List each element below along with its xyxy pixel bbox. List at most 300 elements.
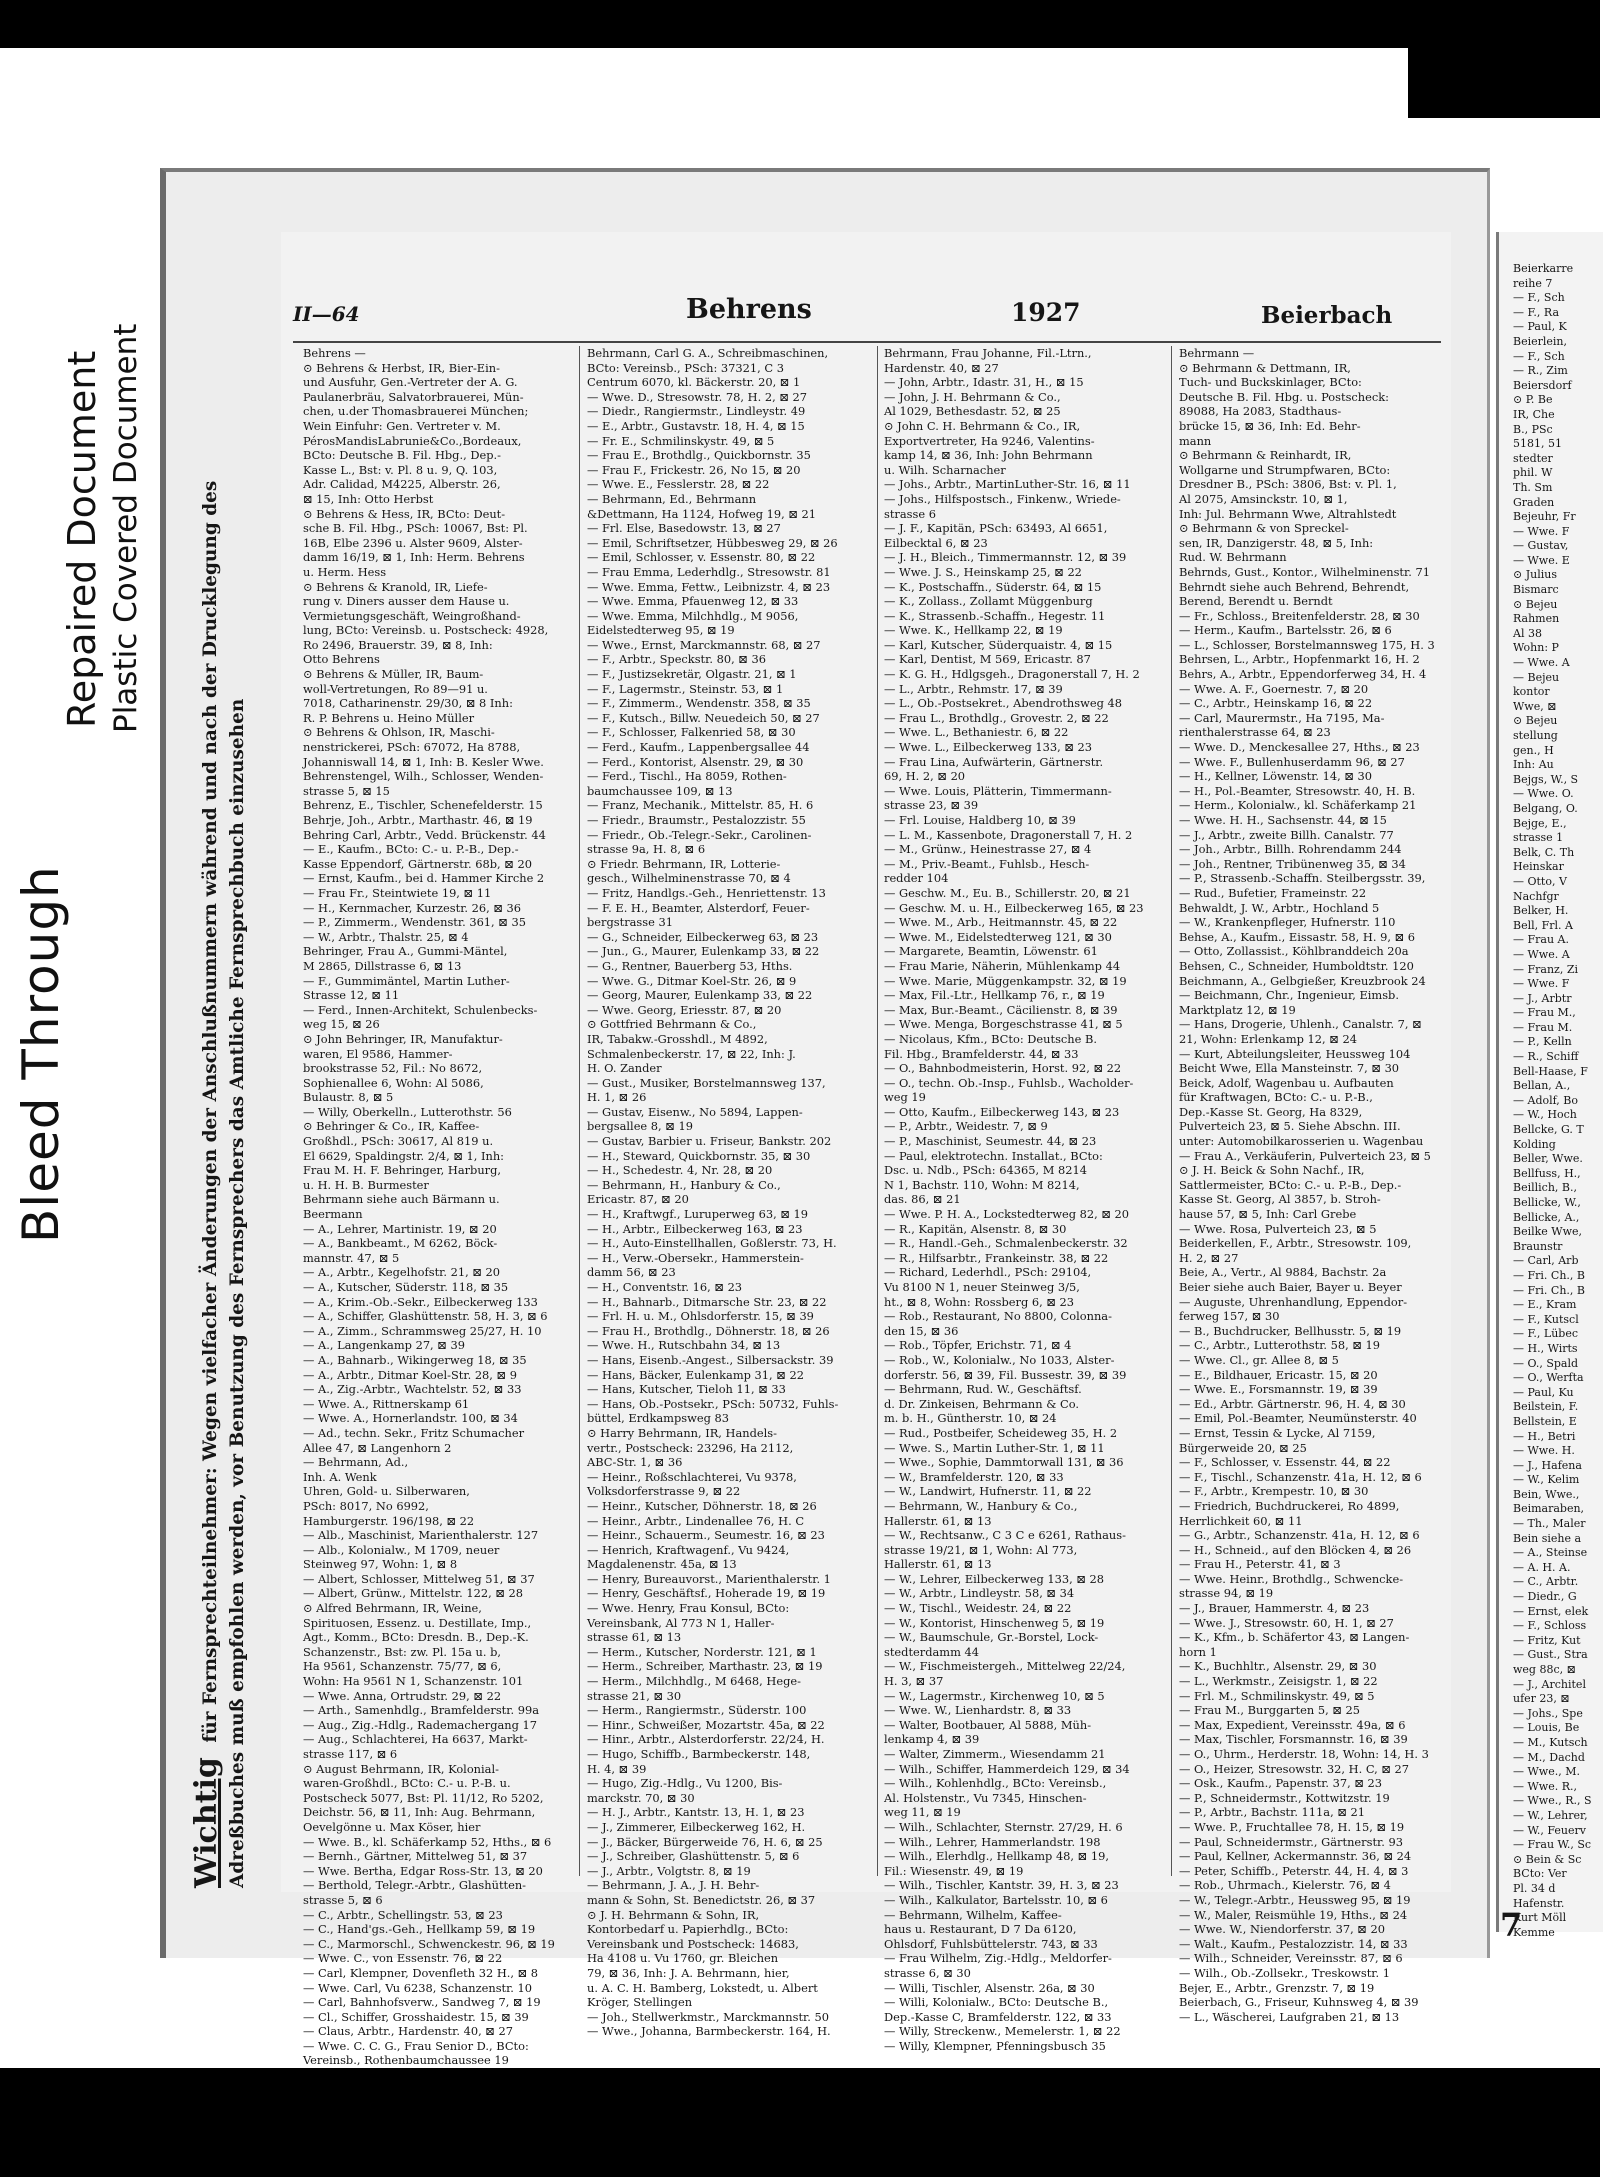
directory-entry-line: — Albert, Grünw., Mittelstr. 122, ⊠ 28 bbox=[303, 1586, 523, 1601]
directory-entry-line: — Albert, Schlosser, Mittelweg 51, ⊠ 37 bbox=[303, 1571, 535, 1586]
directory-entry-line: — J., Zimmerer, Eilbeckerweg 162, H. bbox=[587, 1819, 806, 1834]
directory-entry-line: Volksdorferstrasse 9, ⊠ 22 bbox=[587, 1484, 741, 1499]
directory-entry-line: — Behrmann, H., Hanbury & Co., bbox=[587, 1177, 781, 1192]
directory-entry-line: — Frau H., Brothdlg., Döhnerstr. 18, ⊠ 26 bbox=[587, 1323, 830, 1338]
directory-entry-line: — Fr., Schloss., Breitenfelderstr. 28, ⊠ 30 bbox=[1179, 608, 1420, 623]
directory-entry-line: brücke 15, ⊠ 36, Inh: Ed. Behr- bbox=[1179, 418, 1361, 433]
directory-entry-line: — A., Zimm., Schrammsweg 25/27, H. 10 bbox=[303, 1323, 542, 1338]
directory-entry-line: — Frau Wilhelm, Zig.-Hdlg., Meldorfer- bbox=[884, 1951, 1112, 1966]
directory-entry-line: PSch: 8017, No 6992, bbox=[303, 1498, 429, 1513]
directory-entry-line: ferweg 157, ⊠ 30 bbox=[1179, 1309, 1280, 1324]
directory-entry-line: — Wwe. K., Hellkamp 22, ⊠ 19 bbox=[884, 623, 1063, 638]
directory-entry-line: — J., Arbtr., Volgtstr. 8, ⊠ 19 bbox=[587, 1863, 751, 1878]
directory-entry-line: — Heinr., Kutscher, Döhnerstr. 18, ⊠ 26 bbox=[587, 1498, 817, 1513]
directory-entry-line: Bein siehe a bbox=[1513, 1531, 1582, 1545]
directory-entry-line: gen., H bbox=[1513, 743, 1554, 757]
directory-entry-line: — M., Priv.-Beamt., Fuhlsb., Hesch- bbox=[884, 856, 1090, 871]
directory-entry-line: — Wwe. Anna, Ortrudstr. 29, ⊠ 22 bbox=[303, 1688, 502, 1703]
directory-entry-line: — Karl, Dentist, M 569, Ericastr. 87 bbox=[884, 652, 1091, 667]
directory-entry-line: strasse 9a, H. 8, ⊠ 6 bbox=[587, 842, 706, 857]
directory-entry-line: — Gustav, bbox=[1513, 539, 1569, 553]
directory-entry-line: Wwe, ⊠ bbox=[1513, 699, 1557, 713]
directory-entry-line: — Herm., Schreiber, Marthastr. 23, ⊠ 19 bbox=[587, 1659, 823, 1674]
directory-entry-line: vertr., Postscheck: 23296, Ha 2112, bbox=[587, 1440, 794, 1455]
directory-entry-line: Bejer, E., Arbtr., Grenzstr. 7, ⊠ 19 bbox=[1179, 1980, 1375, 1995]
directory-entry-line: Vereinsbank und Postscheck: 14683, bbox=[587, 1936, 799, 1951]
directory-entry-line: d. Dr. Zinkeisen, Behrmann & Co. bbox=[884, 1396, 1079, 1411]
directory-entry-line: — L., Werkmstr., Zeisigstr. 1, ⊠ 22 bbox=[1179, 1674, 1378, 1689]
directory-entry-line: — Wwe. F., Bullenhuserdamm 96, ⊠ 27 bbox=[1179, 754, 1405, 769]
directory-entry-line: — Paul, Kellner, Ackermannstr. 36, ⊠ 24 bbox=[1179, 1849, 1412, 1864]
directory-entry-line: N 1, Bachstr. 110, Wohn: M 8214, bbox=[884, 1177, 1080, 1192]
directory-entry-line: Rahmen bbox=[1513, 612, 1560, 626]
directory-entry-line: — Wwe. Emma, Pfauenweg 12, ⊠ 33 bbox=[587, 594, 799, 609]
directory-entry-line: — Osk., Kaufm., Papenstr. 37, ⊠ 23 bbox=[1179, 1776, 1383, 1791]
directory-entry-line: — H., Pol.-Beamter, Stresowstr. 40, H. B. bbox=[1179, 783, 1416, 798]
directory-entry-line: — J. F., Kapitän, PSch: 63493, Al 6651, bbox=[884, 521, 1108, 536]
directory-entry-line: — P., Kelln bbox=[1513, 1035, 1572, 1049]
directory-entry-line: — Wwe. Emma, Milchhdlg., M 9056, bbox=[587, 608, 799, 623]
directory-entry-line: chen, u.der Thomasbrauerei München; bbox=[303, 404, 529, 419]
directory-entry-line: — Joh., Stellwerkmstr., Marckmannstr. 50 bbox=[587, 2009, 829, 2024]
directory-column-1 bbox=[303, 346, 575, 2068]
directory-entry-line: Dsc. u. Ndb., PSch: 64365, M 8214 bbox=[884, 1163, 1087, 1178]
directory-entry-line: — G., Arbtr., Schanzenstr. 41a, H. 12, ⊠ 6 bbox=[1179, 1528, 1420, 1543]
directory-entry-line: gesch., Wilhelminenstrasse 70, ⊠ 4 bbox=[587, 871, 791, 886]
directory-entry-line: Behrenz, E., Tischler, Schenefelderstr. 15 bbox=[303, 798, 543, 813]
directory-entry-line: — Joh., Rentner, Tribünenweg 35, ⊠ 34 bbox=[1179, 856, 1406, 871]
directory-entry-line: strasse 94, ⊠ 19 bbox=[1179, 1586, 1274, 1601]
directory-entry-line: — A., Schiffer, Glashüttenstr. 58, H. 3, ⊠ 6 bbox=[303, 1309, 548, 1324]
directory-entry-line: — H., Verw.-Obersekr., Hammerstein- bbox=[587, 1250, 804, 1265]
directory-entry-line: Beier siehe auch Baier, Bayer u. Beyer bbox=[1179, 1280, 1402, 1294]
directory-entry-line: — Frl. H. u. M., Ohlsdorferstr. 15, ⊠ 39 bbox=[587, 1309, 814, 1324]
directory-entry-line: haus u. Restaurant, D 7 Da 6120, bbox=[884, 1922, 1077, 1937]
directory-entry-line: Allee 47, ⊠ Langenhorn 2 bbox=[303, 1440, 452, 1455]
directory-entry-line: — F., Schlosser, Falkenried 58, ⊠ 30 bbox=[587, 725, 796, 740]
directory-entry-line: — E., Kaufm., BCto: C.- u. P.-B., Dep.- bbox=[303, 842, 519, 857]
directory-entry-line: Behrmann siehe auch Bärmann u. bbox=[303, 1192, 500, 1207]
directory-entry-line: — Willi, Kolonialw., BCto: Deutsche B., bbox=[884, 1995, 1109, 2010]
directory-entry-line: — R., Zim bbox=[1513, 364, 1568, 378]
directory-entry-line: Th. Sm bbox=[1513, 480, 1553, 494]
directory-entry-line: ⊙ Bejeu bbox=[1513, 714, 1558, 728]
directory-entry-line: lenkamp 4, ⊠ 39 bbox=[884, 1732, 980, 1747]
directory-entry-line: — J., Arbtr bbox=[1513, 991, 1572, 1005]
directory-entry-line: — Wwe. Marie, Müggenkampstr. 32, ⊠ 19 bbox=[884, 973, 1127, 988]
directory-entry-line: — Wwe. Georg, Eriesstr. 87, ⊠ 20 bbox=[587, 1002, 782, 1017]
directory-entry-line: — F., Lübec bbox=[1513, 1327, 1579, 1341]
directory-entry-line: — Adolf, Bo bbox=[1513, 1093, 1579, 1107]
directory-entry-line: kamp 14, ⊠ 36, Inh: John Behrmann bbox=[884, 448, 1093, 463]
directory-entry-line: Ha 9561, Schanzenstr. 75/77, ⊠ 6, bbox=[303, 1659, 502, 1674]
directory-entry-line: — P., Schneidermstr., Kottwitzstr. 19 bbox=[1179, 1790, 1390, 1805]
directory-entry-line: — Geschw. M. u. H., Eilbeckerweg 165, ⊠ 23 bbox=[884, 900, 1144, 915]
directory-entry-line: — Wwe. G., Ditmar Koel-Str. 26, ⊠ 9 bbox=[587, 973, 797, 988]
directory-entry-line: Hardenstr. 40, ⊠ 27 bbox=[884, 360, 999, 375]
directory-entry-line: — C., Marmorschl., Schwenckestr. 96, ⊠ 19 bbox=[303, 1936, 555, 1951]
directory-entry-line: — Frl. M., Schmilinskystr. 49, ⊠ 5 bbox=[1179, 1688, 1375, 1703]
directory-entry-line: Ohlsdorf, Fuhlsbüttelerstr. 743, ⊠ 33 bbox=[884, 1936, 1098, 1951]
directory-entry-line: Oevelgönne u. Max Köser, hier bbox=[303, 1819, 481, 1834]
directory-entry-line: — Frau L., Brothdlg., Grovestr. 2, ⊠ 22 bbox=[884, 710, 1109, 725]
directory-entry-line: — Diedr., G bbox=[1513, 1590, 1577, 1604]
directory-entry-line: — Wilh., Kalkulator, Bartelsstr. 10, ⊠ 6 bbox=[884, 1892, 1108, 1907]
directory-entry-line: m. b. H., Güntherstr. 10, ⊠ 24 bbox=[884, 1411, 1057, 1426]
directory-entry-line: — Wwe. H., Rutschbahn 34, ⊠ 13 bbox=[587, 1338, 781, 1353]
directory-entry-line: Bellcke, G. T bbox=[1513, 1123, 1584, 1137]
directory-entry-line: damm 16/19, ⊠ 1, Inh: Herm. Behrens bbox=[303, 550, 525, 565]
directory-entry-line: Al 38 bbox=[1513, 626, 1542, 640]
directory-entry-line: — Wwe. M., Arb., Heitmannstr. 45, ⊠ 22 bbox=[884, 915, 1118, 930]
directory-entry-line: Bejgs, W., S bbox=[1513, 772, 1579, 786]
directory-entry-line: Deutsche B. Fil. Hbg. u. Postscheck: bbox=[1179, 389, 1389, 404]
directory-entry-line: — Willy, Streckenw., Memelerstr. 1, ⊠ 22 bbox=[884, 2024, 1121, 2039]
directory-entry-line: baumchaussee 109, ⊠ 13 bbox=[587, 783, 733, 798]
directory-entry-line: — Th., Maler bbox=[1513, 1517, 1586, 1531]
directory-entry-line: — Wwe., Johanna, Barmbeckerstr. 164, H. bbox=[587, 2024, 831, 2039]
directory-entry-line: — Auguste, Uhrenhandlung, Eppendor- bbox=[1179, 1294, 1408, 1309]
directory-entry-line: Bellan, A., bbox=[1513, 1079, 1571, 1093]
directory-entry-line: — Carl, Arb bbox=[1513, 1254, 1579, 1268]
directory-entry-line: — Ernst, Tessin & Lyckе, Al 7159, bbox=[1179, 1425, 1376, 1440]
directory-entry-line: — Emil, Schlosser, v. Essenstr. 80, ⊠ 22 bbox=[587, 550, 816, 565]
directory-entry-line: — J., Brauer, Hammerstr. 4, ⊠ 23 bbox=[1179, 1601, 1370, 1616]
directory-entry-line: — G., Rentner, Bauerberg 53, Hths. bbox=[587, 958, 793, 973]
directory-entry-line: — Ernst, Kaufm., bei d. Hammer Kirche 2 bbox=[303, 871, 545, 886]
directory-entry-line: Bellstein, E bbox=[1513, 1414, 1577, 1428]
directory-entry-line: Behrje, Joh., Arbtr., Marthastr. 46, ⊠ 19 bbox=[303, 813, 533, 827]
directory-entry-line: — Ad., techn. Sekr., Fritz Schumacher bbox=[303, 1425, 525, 1440]
directory-entry-line: — O., techn. Ob.-Insp., Fuhlsb., Wacholder- bbox=[884, 1075, 1134, 1090]
directory-entry-line: — Behrmann, Ad., bbox=[303, 1455, 409, 1470]
directory-entry-line: — Paul, Schneidermstr., Gärtnerstr. 93 bbox=[1179, 1834, 1403, 1849]
directory-entry-line: — P., Maschinist, Seumestr. 44, ⊠ 23 bbox=[884, 1134, 1097, 1149]
directory-entry-line: — Wwe. L., Eilbeckerweg 133, ⊠ 23 bbox=[884, 740, 1093, 755]
directory-entry-line: ⊙ P. Be bbox=[1513, 393, 1553, 407]
directory-entry-line: — Wwe. Henry, Frau Konsul, BCto: bbox=[587, 1601, 790, 1616]
directory-entry-line: Pl. 34 d bbox=[1513, 1881, 1556, 1895]
directory-entry-line: — Fritz, Kut bbox=[1513, 1633, 1581, 1647]
directory-entry-line: Bellicke, W., bbox=[1513, 1196, 1581, 1209]
header-page-ref: II—64 bbox=[293, 302, 360, 326]
directory-entry-line: Dep.-Kasse St. Georg, Ha 8329, bbox=[1179, 1104, 1363, 1119]
directory-entry-line: — Geschw. M., Eu. B., Schillerstr. 20, ⊠ 21 bbox=[884, 885, 1131, 900]
directory-entry-line: — Franz, Mechanik., Mittelstr. 85, H. 6 bbox=[587, 798, 814, 813]
directory-entry-line: Behringer, Frau A., Gummi-Mäntel, bbox=[303, 944, 508, 959]
directory-entry-line: Belgang, O. bbox=[1513, 801, 1578, 815]
directory-entry-line: — Otto, Zollassist., Köhlbranddeich 20a bbox=[1179, 944, 1409, 959]
header-surname: Behrens bbox=[686, 294, 812, 325]
directory-entry-line: — Emil, Schriftsetzer, Hübbesweg 29, ⊠ 26 bbox=[587, 535, 838, 550]
directory-entry-line: — K., Strassenb.-Schaffn., Hegestr. 11 bbox=[884, 608, 1106, 623]
directory-entry-line: — W., Kontorist, Hinschenweg 5, ⊠ 19 bbox=[884, 1615, 1105, 1630]
directory-entry-line: Vereinsb., Rothenbaumchaussee 19 bbox=[303, 2053, 509, 2068]
directory-entry-line: Rud. W. Behrmann bbox=[1179, 550, 1287, 565]
directory-entry-line: — Wwe., R., S bbox=[1513, 1794, 1592, 1808]
directory-entry-line: Fil.: Wiesenstr. 49, ⊠ 19 bbox=[884, 1863, 1024, 1878]
label-plastic-covered: Plastic Covered Document bbox=[108, 323, 144, 733]
directory-entry-line: — Friedr., Ob.-Telegr.-Sekr., Carolinen- bbox=[587, 827, 812, 842]
directory-entry-line: — A. H. A. bbox=[1513, 1560, 1571, 1574]
directory-entry-line: — Jun., G., Maurer, Eulenkamp 33, ⊠ 22 bbox=[587, 944, 820, 959]
directory-entry-line: Nachfgr bbox=[1513, 889, 1559, 903]
directory-entry-line: — A., Steinse bbox=[1513, 1546, 1588, 1560]
directory-entry-line: Beick, Adolf, Wagenbau u. Aufbauten bbox=[1179, 1075, 1394, 1090]
directory-entry-line: Ericastr. 87, ⊠ 20 bbox=[587, 1192, 689, 1207]
directory-entry-line: 21, Wohn: Erlenkamp 12, ⊠ 24 bbox=[1179, 1031, 1357, 1046]
directory-entry-line: — Otto, V bbox=[1513, 874, 1567, 888]
directory-entry-line: — H., Schedestr. 4, Nr. 28, ⊠ 20 bbox=[587, 1163, 773, 1178]
directory-entry-line: Behrmann, Carl G. A., Schreibmaschinen, bbox=[587, 346, 829, 360]
directory-entry-line: — Behrmann, Wilhelm, Kaffee- bbox=[884, 1907, 1062, 1922]
directory-entry-line: — F., Sch bbox=[1513, 349, 1565, 363]
directory-entry-line: — Wwe. Cl., gr. Allee 8, ⊠ 5 bbox=[1179, 1352, 1339, 1367]
directory-entry-line: Vermietungsgeschäft, Weingroßhand- bbox=[303, 608, 521, 623]
directory-entry-line: — W., Lehrer, Eilbeckerweg 133, ⊠ 28 bbox=[884, 1571, 1104, 1586]
directory-entry-line: redder 104 bbox=[884, 871, 949, 886]
directory-entry-line: — Heinr., Roßschlachterei, Vu 9378, bbox=[587, 1469, 797, 1484]
directory-entry-line: — Ferd., Kaufm., Lappenbergsallee 44 bbox=[587, 740, 810, 755]
directory-entry-line: — F., Ra bbox=[1513, 305, 1559, 319]
directory-entry-line: Großhdl., PSch: 30617, Al 819 u. bbox=[303, 1134, 494, 1149]
directory-entry-line: weg 15, ⊠ 26 bbox=[303, 1017, 380, 1032]
directory-entry-line: Frau M. H. F. Behringer, Harburg, bbox=[303, 1163, 502, 1178]
directory-entry-line: — F., Schloss bbox=[1513, 1619, 1587, 1633]
directory-entry-line: — F., Kutscl bbox=[1513, 1312, 1579, 1326]
directory-entry-line: Al 1029, Bethesdastr. 52, ⊠ 25 bbox=[884, 404, 1061, 419]
directory-entry-line: — Wwe. D., Menckesallee 27, Hths., ⊠ 23 bbox=[1179, 740, 1420, 755]
directory-entry-line: — Friedr., Braumstr., Pestalozzistr. 55 bbox=[587, 813, 806, 827]
directory-entry-line: — Wwe. E bbox=[1513, 553, 1570, 567]
directory-entry-line: — W., Lagermstr., Kirchenweg 10, ⊠ 5 bbox=[884, 1688, 1105, 1703]
directory-entry-line: — W., Feuerv bbox=[1513, 1823, 1586, 1837]
directory-entry-line: — W., Telegr.-Arbtr., Heussweg 95, ⊠ 19 bbox=[1179, 1892, 1411, 1907]
directory-entry-line: — Wwe. O. bbox=[1513, 787, 1574, 801]
directory-entry-line: — W., Bramfelderstr. 120, ⊠ 33 bbox=[884, 1469, 1064, 1484]
directory-entry-line: — L., Ob.-Postsekret., Abendrothsweg 48 bbox=[884, 696, 1122, 711]
directory-entry-line: — Walter, Bootbauer, Al 5888, Müh- bbox=[884, 1717, 1092, 1732]
directory-entry-line: — H., Steward, Quickbornstr. 35, ⊠ 30 bbox=[587, 1148, 811, 1163]
directory-entry-line: Schanzenstr., Bst: zw. Pl. 15a u. b, bbox=[303, 1644, 502, 1659]
directory-entry-line: — O., Spald bbox=[1513, 1356, 1579, 1370]
directory-entry-line: — Frau M. bbox=[1513, 1020, 1573, 1034]
directory-entry-line: Beie, A., Vertr., Al 9884, Bachstr. 2a bbox=[1179, 1265, 1387, 1280]
directory-entry-line: — Wwe. A., Hornerlandstr. 100, ⊠ 34 bbox=[303, 1411, 518, 1426]
directory-entry-line: — Bejeu bbox=[1513, 670, 1560, 684]
directory-entry-line: — M., Grünw., Heinestrasse 27, ⊠ 4 bbox=[884, 842, 1092, 857]
directory-entry-line: ⊙ Bejeu bbox=[1513, 597, 1558, 611]
directory-entry-line: — W., Rechtsanw., C 3 C e 6261, Rathaus- bbox=[884, 1528, 1126, 1543]
directory-entry-line: — Behrmann, J. A., J. H. Behr- bbox=[587, 1878, 760, 1893]
directory-entry-line: Behrndt siehe auch Behrend, Behrendt, bbox=[1179, 579, 1410, 594]
directory-entry-line: — Wwe., Sophie, Dammtorwall 131, ⊠ 36 bbox=[884, 1455, 1124, 1470]
notice-wichtig: Wichtig bbox=[189, 1757, 224, 1888]
directory-entry-line: strasse 5, ⊠ 15 bbox=[303, 783, 390, 798]
directory-entry-line: Pulverteich 23, ⊠ 5. Siehe Abschn. III. bbox=[1179, 1119, 1401, 1134]
directory-entry-line: Beichmann, A., Gelbgießer, Kreuzbrook 24 bbox=[1179, 973, 1426, 988]
directory-entry-line: — Rob., Uhrmach., Kielerstr. 76, ⊠ 4 bbox=[1179, 1878, 1391, 1893]
page-content bbox=[189, 232, 1451, 2068]
directory-entry-line: Bell, Frl. A bbox=[1513, 918, 1573, 932]
directory-entry-line: — Wilh., Ob.-Zollsekr., Treskowstr. 1 bbox=[1179, 1965, 1390, 1980]
directory-entry-line: — M., Kutsch bbox=[1513, 1735, 1588, 1749]
directory-entry-line: — Wilh., Schiffer, Hammerdeich 129, ⊠ 34 bbox=[884, 1761, 1130, 1776]
directory-entry-line: — Franz, Zi bbox=[1513, 962, 1578, 976]
directory-entry-line: — Wwe. J., Stresowstr. 60, H. 1, ⊠ 27 bbox=[1179, 1615, 1394, 1630]
directory-entry-line: Behrnds, Gust., Kontor., Wilhelminenstr. 71 bbox=[1179, 564, 1430, 579]
directory-entry-line: — F., Sch bbox=[1513, 291, 1565, 305]
directory-entry-line: ⊙ Behrens & Herbst, IR, Bier-Ein- bbox=[303, 360, 500, 375]
directory-entry-line: Bein, Wwe., bbox=[1513, 1487, 1580, 1501]
directory-entry-line: — Claus, Arbtr., Hardenstr. 40, ⊠ 27 bbox=[303, 2024, 513, 2039]
directory-entry-line: ⊙ J. H. Behrmann & Sohn, IR, bbox=[587, 1907, 760, 1922]
directory-entry-line: — Hugo, Schiffb., Barmbeckerstr. 148, bbox=[587, 1747, 811, 1761]
label-bleed-through: Bleed Through bbox=[12, 865, 70, 1243]
directory-entry-line: strasse 5, ⊠ 6 bbox=[303, 1892, 383, 1907]
directory-entry-line: Ha 4108 u. Vu 1760, gr. Bleichen bbox=[587, 1951, 779, 1966]
directory-entry-line: — F., Kutsch., Billw. Neuedeich 50, ⊠ 27 bbox=[587, 710, 820, 725]
directory-entry-line: ht., ⊠ 8, Wohn: Rossberg 6, ⊠ 23 bbox=[884, 1294, 1075, 1309]
directory-entry-line: — C., Arbtr., Heinskamp 16, ⊠ 22 bbox=[1179, 696, 1373, 711]
directory-entry-line: 89088, Ha 2083, Stadthaus- bbox=[1179, 404, 1342, 419]
directory-entry-line: — Beichmann, Chr., Ingenieur, Eimsb. bbox=[1179, 988, 1399, 1003]
directory-entry-line: — A., Zig.-Arbtr., Wachtelstr. 52, ⊠ 33 bbox=[303, 1382, 522, 1397]
directory-entry-line: u. H. H. B. Burmester bbox=[303, 1177, 429, 1192]
directory-entry-line: — Willy, Oberkelln., Lutterothstr. 56 bbox=[303, 1104, 512, 1119]
directory-entry-line: — Henry, Geschäftsf., Hoherade 19, ⊠ 19 bbox=[587, 1586, 826, 1601]
directory-entry-line: — O., Uhrm., Herderstr. 18, Wohn: 14, H. 3 bbox=[1179, 1747, 1429, 1761]
directory-entry-line: ⊙ Gottfried Behrmann & Co., bbox=[587, 1017, 757, 1032]
directory-entry-line: Beller, Wwe. bbox=[1513, 1152, 1583, 1166]
directory-entry-line: — John, Arbtr., Idastr. 31, H., ⊠ 15 bbox=[884, 375, 1084, 390]
directory-entry-line: — Hans, Eisenb.-Angest., Silbersackstr. 39 bbox=[587, 1352, 834, 1367]
directory-entry-line: — Wilh., Elerhdlg., Hellkamp 48, ⊠ 19, bbox=[884, 1849, 1109, 1864]
directory-entry-line: Bell-Haase, F bbox=[1513, 1064, 1588, 1078]
directory-entry-line: unter: Automobilkarosserien u. Wagenbau bbox=[1179, 1134, 1424, 1149]
directory-entry-line: ⊙ Behrens & Müller, IR, Baum- bbox=[303, 667, 484, 682]
directory-entry-line: Kasse St. Georg, Al 3857, b. Stroh- bbox=[1179, 1192, 1381, 1207]
bottom-black-border bbox=[0, 2068, 1600, 2177]
directory-entry-line: Hamburgerstr. 196/198, ⊠ 22 bbox=[303, 1513, 475, 1528]
directory-entry-line: — J., Bäcker, Bürgerweide 76, H. 6, ⊠ 25 bbox=[587, 1834, 823, 1849]
directory-entry-line: Beimaraben, bbox=[1513, 1502, 1585, 1516]
directory-entry-line: Sophienallee 6, Wohn: Al 5086, bbox=[303, 1075, 484, 1090]
directory-entry-line: ⊠ 15, Inh: Otto Herbst bbox=[303, 491, 434, 506]
directory-entry-line: — Herm., Kaufm., Bartelsstr. 26, ⊠ 6 bbox=[1179, 623, 1392, 638]
directory-entry-line: — Max, Fil.-Ltr., Hellkamp 76, r., ⊠ 19 bbox=[884, 988, 1105, 1003]
directory-entry-line: H. 1, ⊠ 26 bbox=[587, 1090, 647, 1105]
directory-page bbox=[160, 168, 1490, 2068]
directory-entry-line: — H., Wirts bbox=[1513, 1341, 1578, 1355]
directory-entry-line: — Ferd., Kontorist, Alsenstr. 29, ⊠ 30 bbox=[587, 754, 804, 769]
directory-column-4 bbox=[1179, 346, 1437, 2024]
directory-entry-line: für Kraftwagen, BCto: C.- u. P.-B., bbox=[1179, 1090, 1373, 1105]
directory-entry-line: — Behrmann, W., Hanbury & Co., bbox=[884, 1498, 1078, 1513]
directory-entry-line: — Wwe. S., Martin Luther-Str. 1, ⊠ 11 bbox=[884, 1440, 1105, 1455]
directory-entry-line: — P., Zimmerm., Wendenstr. 361, ⊠ 35 bbox=[303, 915, 526, 930]
directory-entry-line: Spirituosen, Essenz. u. Destillate, Imp., bbox=[303, 1615, 532, 1630]
directory-entry-line: — Wwe. F bbox=[1513, 524, 1570, 538]
directory-entry-line: Steinweg 97, Wohn: 1, ⊠ 8 bbox=[303, 1557, 458, 1572]
directory-entry-line: — Frau Lina, Aufwärterin, Gärtnerstr. bbox=[884, 754, 1104, 769]
directory-entry-line: — Hans, Ob.-Postsekr., PSch: 50732, Fuhls- bbox=[587, 1396, 839, 1411]
directory-entry-line: Wohn: Ha 9561 N 1, Schanzenstr. 101 bbox=[303, 1674, 524, 1689]
directory-entry-line: Beiderkellen, F., Arbtr., Stresowstr. 109, bbox=[1179, 1236, 1412, 1251]
directory-entry-line: — Fr. E., Schmilinskystr. 49, ⊠ 5 bbox=[587, 433, 775, 448]
directory-entry-line: Kontorbedarf u. Papierhdlg., BCto: bbox=[587, 1922, 789, 1937]
directory-entry-line: — Arth., Samenhdlg., Bramfelderstr. 99a bbox=[303, 1703, 539, 1718]
directory-entry-line: — Peter, Schiffb., Peterstr. 44, H. 4, ⊠ 3 bbox=[1179, 1863, 1409, 1878]
directory-entry-line: — Wwe. Heinr., Brothdlg., Schwencke- bbox=[1179, 1571, 1404, 1586]
directory-entry-line: — Wwe. L., Bethaniestr. 6, ⊠ 22 bbox=[884, 725, 1069, 740]
directory-entry-line: Otto Behrens bbox=[303, 652, 380, 667]
directory-entry-line: IR, Tabakw.-Grosshdl., M 4892, bbox=[587, 1031, 768, 1046]
directory-entry-line: — A., Bahnarb., Wikingerweg 18, ⊠ 35 bbox=[303, 1352, 527, 1367]
directory-entry-line: — Fritz, Handlgs.-Geh., Henriettenstr. 13 bbox=[587, 885, 826, 900]
directory-entry-line: rienthalerstrasse 64, ⊠ 23 bbox=[1179, 725, 1331, 740]
directory-entry-line: — Wwe. M., Eidelstedterweg 121, ⊠ 30 bbox=[884, 929, 1112, 944]
directory-entry-line: Schmalenbeckerstr. 17, ⊠ 22, Inh: J. bbox=[587, 1046, 796, 1061]
directory-entry-line: H. O. Zander bbox=[587, 1061, 662, 1076]
directory-entry-line: Berend, Berendt u. Berndt bbox=[1179, 594, 1333, 609]
directory-entry-line: 5181, 51 bbox=[1513, 437, 1562, 451]
directory-entry-line: Bürgerweide 20, ⊠ 25 bbox=[1179, 1440, 1307, 1455]
directory-entry-line: Al. Holstenstr., Vu 7345, Hinschen- bbox=[884, 1790, 1087, 1805]
notice-text-block bbox=[189, 348, 251, 1888]
directory-entry-line: — Wwe., M. bbox=[1513, 1765, 1580, 1779]
directory-entry-line: Vereinsbank, Al 773 N 1, Haller- bbox=[587, 1615, 775, 1630]
directory-entry-line: Beillich, B., bbox=[1513, 1181, 1577, 1195]
directory-entry-line: — John, J. H. Behrmann & Co., bbox=[884, 389, 1061, 404]
directory-entry-line: 69, H. 2, ⊠ 20 bbox=[884, 769, 966, 784]
directory-entry-line: — A., Arbtr., Kegelhofstr. 21, ⊠ 20 bbox=[303, 1265, 500, 1280]
directory-entry-line: — Alb., Kolonialw., M 1709, neuer bbox=[303, 1542, 500, 1557]
directory-entry-line: und Ausfuhr, Gen.-Vertreter der A. G. bbox=[303, 375, 518, 390]
directory-entry-line: 7018, Catharinenstr. 29/30, ⊠ 8 Inh: bbox=[303, 696, 513, 711]
directory-entry-line: strasse 117, ⊠ 6 bbox=[303, 1747, 398, 1761]
directory-entry-line: büttel, Erdkampsweg 83 bbox=[587, 1411, 729, 1426]
directory-entry-line: — R., Handl.-Geh., Schmalenbeckerstr. 32 bbox=[884, 1236, 1128, 1251]
directory-entry-line: — F., Tischl., Schanzenstr. 41a, H. 12, ⊠ 6 bbox=[1179, 1469, 1422, 1484]
directory-entry-line: — F., Schlosser, v. Essenstr. 44, ⊠ 22 bbox=[1179, 1455, 1391, 1470]
directory-entry-line: horn 1 bbox=[1179, 1644, 1217, 1659]
directory-entry-line: stedter bbox=[1513, 451, 1553, 465]
directory-entry-line: — Frl. Else, Basedowstr. 13, ⊠ 27 bbox=[587, 521, 781, 536]
directory-entry-line: Bellfuss, H., bbox=[1513, 1166, 1581, 1180]
directory-entry-line: — W., Kelim bbox=[1513, 1473, 1580, 1487]
directory-entry-line: weg 88c, ⊠ bbox=[1513, 1663, 1576, 1676]
directory-entry-line: — W., Maler, Reismühle 19, Hths., ⊠ 24 bbox=[1179, 1907, 1408, 1922]
directory-entry-line: Postscheck 5077, Bst: Pl. 11/12, Ro 5202, bbox=[303, 1790, 544, 1805]
column-divider bbox=[1171, 346, 1172, 1876]
directory-entry-line: — C., Arbtr., Schellingstr. 53, ⊠ 23 bbox=[303, 1907, 503, 1922]
directory-entry-line: — H., Auto-Einstellhallen, Goßlerstr. 73, H. bbox=[587, 1236, 837, 1251]
directory-entry-line: — W., Tischl., Weidestr. 24, ⊠ 22 bbox=[884, 1601, 1072, 1616]
directory-column-2 bbox=[587, 346, 871, 2039]
directory-entry-line: Tuch- und Buckskinlager, BCto: bbox=[1179, 375, 1362, 390]
directory-entry-line: H. 2, ⊠ 27 bbox=[1179, 1250, 1239, 1265]
directory-entry-line: Behrs, A., Arbtr., Eppendorferweg 34, H. 4 bbox=[1179, 667, 1427, 682]
directory-entry-line: dorferstr. 56, ⊠ 39, Fil. Bussestr. 39, ⊠ 39 bbox=[884, 1367, 1127, 1382]
directory-entry-line: — H., Bahnarb., Ditmarsche Str. 23, ⊠ 22 bbox=[587, 1294, 827, 1309]
directory-entry-line: — E., Kram bbox=[1513, 1298, 1577, 1312]
directory-entry-line: Marktplatz 12, ⊠ 19 bbox=[1179, 1002, 1296, 1017]
top-black-border bbox=[0, 0, 1600, 48]
directory-entry-line: — Frau H., Peterstr. 41, ⊠ 3 bbox=[1179, 1557, 1341, 1572]
directory-entry-line: — Louis, Be bbox=[1513, 1721, 1580, 1735]
directory-entry-line: — Herm., Milchhdlg., M 6468, Hege- bbox=[587, 1674, 801, 1689]
